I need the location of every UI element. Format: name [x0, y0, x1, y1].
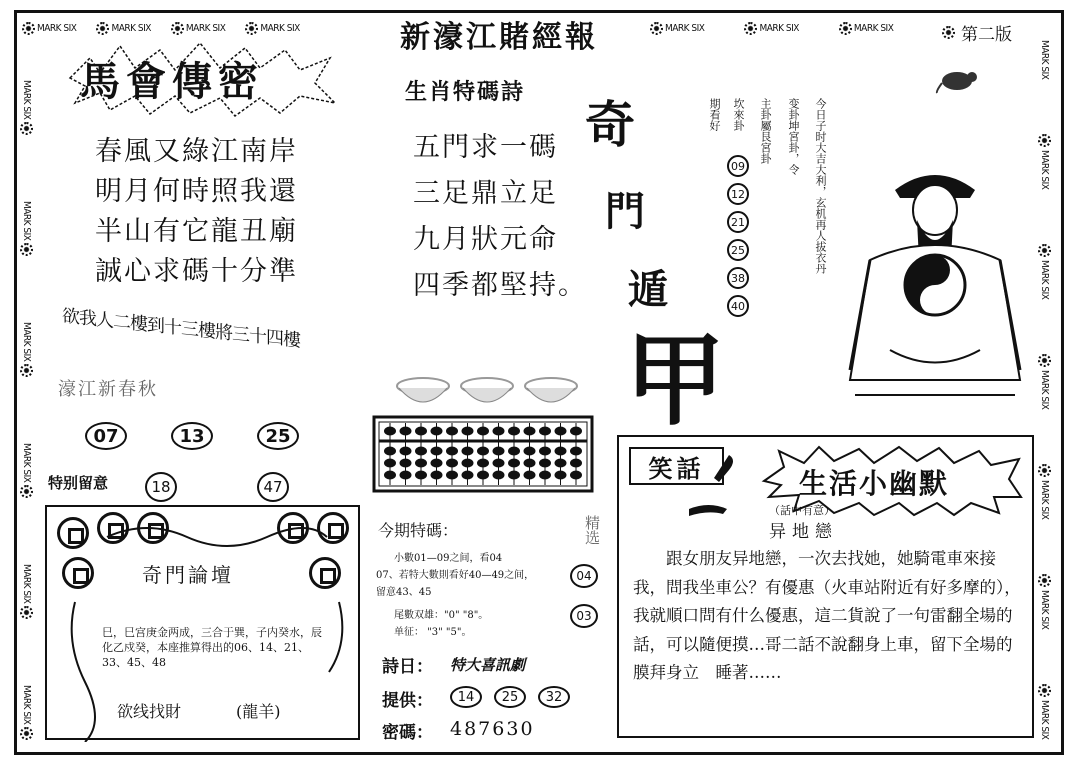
special-attention-numbers: [145, 472, 289, 502]
watermark-item: [744, 22, 798, 35]
poem-line: 半山有它龍丑廟: [95, 216, 298, 247]
flower-icon: [171, 22, 184, 35]
horse-secret-title: 馬會傳密: [80, 59, 264, 105]
poem-label: 詩日：: [382, 657, 433, 677]
flower-icon: [1038, 464, 1051, 477]
abacus-bead: [570, 427, 582, 436]
abacus-bead: [462, 447, 474, 456]
abacus-bead: [555, 471, 567, 480]
poem-line: 九月狀元命: [413, 224, 558, 255]
forum-text: 巳，巳宫庚金两成，三合于巽，子内癸水，辰化乙戍癸，本座推算得出的06、14、21、33、45、48: [102, 626, 322, 669]
zodiac-poem-title: 生肖特碼詩: [405, 80, 526, 105]
watermark-text: MARK SIX: [853, 23, 894, 34]
abacus-bead: [415, 427, 427, 436]
flower-icon: [20, 364, 33, 377]
watermark-item: [245, 22, 299, 35]
poem-line: 三足鼎立足: [413, 178, 558, 209]
watermark-item: [20, 80, 33, 135]
watermark-text: MARK SIX: [111, 23, 151, 34]
abacus-bead: [508, 471, 520, 480]
flower-icon: [650, 22, 663, 35]
watermark-text: MARK SIX: [21, 321, 32, 362]
watermark-item: [20, 564, 33, 619]
number-ball: 04: [570, 564, 598, 588]
abacus-bead: [400, 459, 412, 468]
abacus-bead: [384, 471, 396, 480]
abacus-bead: [477, 447, 489, 456]
horse-secret-note: 欲我人二樓到十三樓將三十四樓: [62, 305, 300, 352]
abacus-bead: [508, 427, 520, 436]
abacus-bead: [446, 459, 458, 468]
abacus-bead: [431, 471, 443, 480]
qimen-col: 期看好: [708, 98, 721, 131]
abacus-bead: [570, 447, 582, 456]
number-ball: 38: [727, 267, 749, 289]
watermark-text: MARK SIX: [21, 80, 32, 120]
abacus-bead: [555, 427, 567, 436]
special-attention-label: 特别留意: [48, 474, 109, 492]
number-ball: 40: [727, 295, 749, 317]
abacus-bead: [555, 459, 567, 468]
new-spring-title: 濠江新春秋: [58, 379, 158, 400]
flower-icon: [96, 22, 109, 35]
special-code-line: 小數01—09之间，看04: [394, 553, 503, 564]
flower-icon: [839, 22, 852, 35]
poem-line: 五門求一碼: [413, 132, 558, 163]
watermark-item: [1038, 134, 1051, 189]
watermark-strip-top-left: [22, 22, 300, 35]
forum-footer-right: (龍羊): [236, 702, 281, 721]
number-ball: 07: [85, 422, 127, 450]
number-ball: 03: [570, 604, 598, 628]
watermark-text: MARK SIX: [37, 23, 77, 34]
flower-icon: [744, 22, 757, 35]
flower-icon: [22, 22, 35, 35]
special-code-lines: [376, 550, 571, 641]
watermark-strip-top-right: [650, 22, 893, 35]
special-code-title: 今期特碼：: [378, 521, 459, 540]
watermark-item: [20, 322, 33, 377]
watermark-item: [1038, 574, 1051, 629]
watermark-text: MARK SIX: [21, 684, 32, 724]
abacus-bead: [446, 447, 458, 456]
watermark-text: MARK SIX: [1039, 590, 1050, 630]
watermark-item: [171, 22, 225, 35]
abacus-bead: [570, 471, 582, 480]
flower-icon: [20, 606, 33, 619]
poem-line: 明月何時照我還: [95, 176, 298, 207]
watermark-item: [22, 22, 76, 35]
qimen-col: 变卦坤宮卦，令: [787, 98, 800, 175]
qimen-char: 遁: [628, 267, 668, 313]
flower-icon: [1038, 684, 1051, 697]
abacus-bead: [462, 471, 474, 480]
masthead-title: 新濠江賭經報: [400, 20, 598, 55]
sage-figure-illustration: [835, 150, 1030, 412]
abacus-bead: [415, 471, 427, 480]
flower-icon: [1038, 244, 1051, 257]
watermark-text: MARK SIX: [1039, 480, 1050, 520]
abacus-bead: [415, 447, 427, 456]
zodiac-poem-lines: [413, 125, 587, 309]
watermark-item: [20, 685, 33, 740]
joke-subtitle: （話中有意）: [769, 504, 835, 517]
number-ball: 47: [257, 472, 289, 502]
watermark-text: MARK SIX: [260, 23, 300, 34]
watermark-text: MARK SIX: [759, 23, 799, 34]
provide-numbers: [450, 686, 570, 708]
flower-icon: [20, 243, 33, 256]
watermark-column-left: [20, 80, 33, 740]
flower-icon: [1038, 134, 1051, 147]
edition-text: 第二版: [961, 25, 1012, 45]
abacus-bead: [384, 427, 396, 436]
qimen-char: 甲: [625, 322, 725, 439]
joke-body: 跟女朋友异地戀，一次去找她，她騎電車來接我，問我坐車公？有優惠（火車站附近有好多摩的），我就順口問有什么優惠，這二貨說了一句雷翻全場的話，可以隨便摸…哥二話不說翻身上車，留下全場的膜拜身立 睡著……: [633, 549, 1021, 682]
flower-icon: [20, 485, 33, 498]
watermark-item: [96, 22, 150, 35]
joke-box: [617, 435, 1034, 738]
flower-icon: [1038, 354, 1051, 367]
abacus-bead: [524, 427, 536, 436]
abacus-bead: [431, 459, 443, 468]
abacus-bead: [493, 471, 505, 480]
new-spring-numbers: [85, 422, 299, 450]
forum-footer: [117, 699, 281, 722]
qimen-col: 今日子时大吉大利，玄机再人拔衣丹: [814, 98, 827, 274]
number-ball: 25: [257, 422, 299, 450]
rat-icon: [935, 65, 985, 95]
horse-secret-poem: [95, 132, 298, 292]
abacus-bead: [477, 427, 489, 436]
watermark-text: MARK SIX: [1039, 370, 1050, 410]
qimen-col: 坎來卦: [732, 98, 745, 131]
special-code-line: 留意43、45: [376, 587, 432, 598]
watermark-text: MARK SIX: [185, 23, 226, 34]
watermark-text: MARK SIX: [1039, 260, 1050, 300]
forum-footer-left: 欲线找財: [117, 702, 182, 721]
password-value: 487630: [450, 718, 535, 740]
bowls-decoration: [395, 372, 580, 412]
abacus-bead: [539, 471, 551, 480]
abacus-bead: [400, 471, 412, 480]
abacus-bead: [508, 459, 520, 468]
watermark-text: MARK SIX: [21, 442, 32, 483]
watermark-item: [1038, 684, 1051, 739]
abacus-bead: [477, 471, 489, 480]
abacus-bead: [384, 447, 396, 456]
number-ball: 21: [727, 211, 749, 233]
watermark-text: MARK SIX: [1039, 150, 1050, 190]
abacus-icon: [372, 415, 594, 493]
number-ball: 09: [727, 155, 749, 177]
abacus-bead: [493, 427, 505, 436]
watermark-text: MARK SIX: [665, 23, 705, 34]
watermark-item: [1038, 244, 1051, 299]
abacus-bead: [524, 459, 536, 468]
watermark-column-right: [1038, 40, 1051, 740]
forum-title: 奇門論壇: [142, 563, 234, 587]
abacus-bead: [415, 459, 427, 468]
special-code-side-label: 精选: [583, 515, 601, 545]
watermark-text: MARK SIX: [1039, 40, 1050, 80]
brush-stroke-decoration: [679, 447, 739, 527]
qimen-col: 主卦屬艮宮卦: [759, 98, 772, 164]
abacus-bead: [508, 447, 520, 456]
qimen-char: 奇: [585, 96, 635, 154]
watermark-item: [839, 22, 893, 35]
abacus-bead: [400, 427, 412, 436]
number-ball: 12: [727, 183, 749, 205]
number-ball: 18: [145, 472, 177, 502]
abacus-bead: [539, 459, 551, 468]
watermark-item: [650, 22, 704, 35]
poem-line: 春風又綠江南岸: [95, 136, 298, 167]
abacus-bead: [555, 447, 567, 456]
special-code-line: 尾數双雄："0" "8"。: [394, 610, 489, 621]
forum-box: [45, 505, 360, 740]
joke-badge: 笑話: [629, 447, 724, 485]
poem-line: 四季都堅持。: [413, 270, 587, 301]
watermark-text: MARK SIX: [21, 563, 32, 604]
number-ball: 25: [494, 686, 526, 708]
flower-icon: [942, 26, 955, 39]
number-ball: 32: [538, 686, 570, 708]
flower-icon: [1038, 574, 1051, 587]
abacus-bead: [462, 459, 474, 468]
watermark-item: [1038, 40, 1051, 79]
provide-label: 提供：: [382, 691, 433, 711]
joke-story-title: 异地戀: [769, 522, 838, 542]
abacus-bead: [400, 447, 412, 456]
number-ball: 25: [727, 239, 749, 261]
watermark-item: [1038, 354, 1051, 409]
special-code-line: 单征： "3" "5"。: [394, 627, 472, 638]
abacus-bead: [431, 447, 443, 456]
abacus-bead: [493, 459, 505, 468]
joke-title: 生活小幽默: [799, 467, 950, 500]
watermark-item: [1038, 464, 1051, 519]
abacus-bead: [570, 459, 582, 468]
poem-value: 特大喜訊劇: [450, 656, 526, 674]
flower-icon: [245, 22, 258, 35]
number-ball: 13: [171, 422, 213, 450]
abacus-bead: [477, 459, 489, 468]
abacus-bead: [446, 471, 458, 480]
special-code-side-numbers: [570, 564, 598, 628]
abacus-bead: [524, 447, 536, 456]
abacus-bead: [431, 427, 443, 436]
flower-icon: [20, 727, 33, 740]
edition-label: [942, 20, 1012, 45]
password-label: 密碼：: [382, 723, 433, 743]
qimen-numbers: [727, 155, 749, 317]
special-code-line: 07、若特大數則看好40—49之间，: [376, 570, 535, 581]
watermark-item: [20, 443, 33, 498]
flower-icon: [20, 122, 33, 135]
abacus-bead: [524, 471, 536, 480]
watermark-text: MARK SIX: [21, 200, 32, 241]
poem-line: 誠心求碼十分準: [95, 256, 298, 287]
abacus-bead: [462, 427, 474, 436]
abacus-bead: [539, 427, 551, 436]
abacus-bead: [539, 447, 551, 456]
watermark-item: [20, 201, 33, 256]
watermark-text: MARK SIX: [1039, 700, 1050, 740]
abacus-bead: [446, 427, 458, 436]
abacus-bead: [493, 447, 505, 456]
qimen-char: 門: [605, 189, 645, 235]
abacus-bead: [384, 459, 396, 468]
number-ball: 14: [450, 686, 482, 708]
